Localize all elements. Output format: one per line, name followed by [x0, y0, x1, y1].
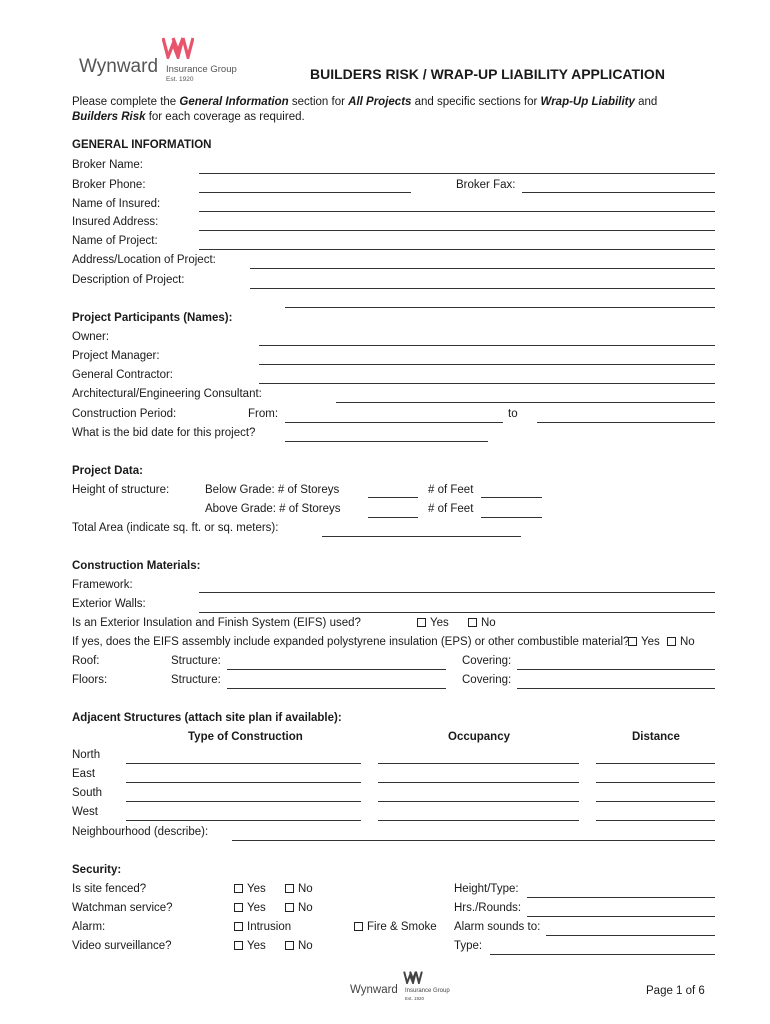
- checkbox-icon[interactable]: [285, 884, 294, 893]
- name-project-label: Name of Project:: [72, 235, 158, 247]
- south-occupancy-field[interactable]: [378, 801, 579, 802]
- footer-logo-wordmark: Wynward: [350, 984, 398, 996]
- alarm-intrusion-option[interactable]: Intrusion: [234, 921, 291, 933]
- north-occupancy-field[interactable]: [378, 763, 579, 764]
- hrs-field[interactable]: [527, 916, 715, 917]
- eps-question: If yes, does the EIFS assembly include expanded polystyrene insulation (EPS) or other combustible material?: [72, 636, 630, 648]
- watchman-yes-option[interactable]: Yes: [234, 902, 266, 914]
- eps-yes-option[interactable]: Yes: [628, 636, 660, 648]
- broker-name-field[interactable]: [199, 173, 715, 174]
- below-feet-field[interactable]: [481, 497, 542, 498]
- materials-heading: Construction Materials:: [72, 560, 201, 572]
- col-type-header: Type of Construction: [188, 731, 303, 743]
- east-distance-field[interactable]: [596, 782, 715, 783]
- wynward-footer-logo-icon: [403, 971, 423, 984]
- east-type-field[interactable]: [126, 782, 361, 783]
- floors-structure-label: Structure:: [171, 674, 221, 686]
- project-data-heading: Project Data:: [72, 465, 143, 477]
- to-label: to: [508, 408, 518, 420]
- west-type-field[interactable]: [126, 820, 361, 821]
- height-label: Height of structure:: [72, 484, 170, 496]
- gc-field[interactable]: [259, 383, 715, 384]
- arch-label: Architectural/Engineering Consultant:: [72, 388, 262, 400]
- gc-label: General Contractor:: [72, 369, 173, 381]
- fenced-label: Is site fenced?: [72, 883, 147, 895]
- insured-address-field[interactable]: [199, 230, 715, 231]
- floors-structure-field[interactable]: [227, 688, 446, 689]
- framework-label: Framework:: [72, 579, 133, 591]
- checkbox-icon[interactable]: [667, 637, 676, 646]
- logo-wordmark: Wynward: [79, 56, 159, 77]
- page-number: Page 1 of 6: [646, 985, 705, 997]
- above-grade-label: Above Grade: # of Storeys: [205, 503, 341, 515]
- west-occupancy-field[interactable]: [378, 820, 579, 821]
- checkbox-icon[interactable]: [234, 884, 243, 893]
- roof-structure-label: Structure:: [171, 655, 221, 667]
- video-no-option[interactable]: No: [285, 940, 313, 952]
- broker-name-label: Broker Name:: [72, 159, 143, 171]
- description-project-label: Description of Project:: [72, 274, 185, 286]
- above-feet-label: # of Feet: [428, 503, 474, 515]
- checkbox-icon[interactable]: [628, 637, 637, 646]
- footer-logo-est: Est. 1920: [405, 996, 425, 1001]
- alarm-sounds-field[interactable]: [546, 935, 715, 936]
- neighbourhood-label: Neighbourhood (describe):: [72, 826, 209, 838]
- general-heading: GENERAL INFORMATION: [72, 139, 212, 151]
- video-yes-option[interactable]: Yes: [234, 940, 266, 952]
- height-type-label: Height/Type:: [454, 883, 519, 895]
- roof-structure-field[interactable]: [227, 669, 446, 670]
- roof-label: Roof:: [72, 655, 100, 667]
- hrs-label: Hrs./Rounds:: [454, 902, 522, 914]
- broker-phone-field[interactable]: [199, 192, 411, 193]
- floors-label: Floors:: [72, 674, 108, 686]
- framework-field[interactable]: [199, 592, 715, 593]
- east-label: East: [72, 768, 96, 780]
- below-grade-label: Below Grade: # of Storeys: [205, 484, 340, 496]
- description-project-field-2[interactable]: [285, 307, 715, 308]
- from-field[interactable]: [285, 422, 503, 423]
- floors-covering-label: Covering:: [462, 674, 512, 686]
- above-feet-field[interactable]: [481, 517, 542, 518]
- insured-address-label: Insured Address:: [72, 216, 159, 228]
- east-occupancy-field[interactable]: [378, 782, 579, 783]
- logo-group: Insurance Group: [166, 64, 237, 75]
- eifs-yes-option[interactable]: Yes: [417, 617, 449, 629]
- name-project-field[interactable]: [199, 249, 715, 250]
- wynward-logo-icon: [162, 37, 194, 59]
- watchman-label: Watchman service?: [72, 902, 173, 914]
- alarm-sounds-label: Alarm sounds to:: [454, 921, 541, 933]
- area-field[interactable]: [322, 536, 521, 537]
- period-label: Construction Period:: [72, 408, 177, 420]
- type-field[interactable]: [490, 954, 715, 955]
- checkbox-icon[interactable]: [468, 618, 477, 627]
- eifs-question: Is an Exterior Insulation and Finish System (EIFS) used?: [72, 617, 361, 629]
- checkbox-icon[interactable]: [285, 941, 294, 950]
- bid-label: What is the bid date for this project?: [72, 427, 256, 439]
- broker-fax-field[interactable]: [522, 192, 715, 193]
- below-feet-label: # of Feet: [428, 484, 474, 496]
- owner-field[interactable]: [259, 345, 715, 346]
- south-type-field[interactable]: [126, 801, 361, 802]
- eifs-no-option[interactable]: No: [468, 617, 496, 629]
- participants-heading: Project Participants (Names):: [72, 312, 233, 324]
- adjacent-heading: Adjacent Structures (attach site plan if available):: [72, 712, 342, 724]
- broker-fax-label: Broker Fax:: [456, 179, 516, 191]
- west-label: West: [72, 806, 98, 818]
- checkbox-icon[interactable]: [417, 618, 426, 627]
- alarm-label: Alarm:: [72, 921, 106, 933]
- checkbox-icon[interactable]: [285, 903, 294, 912]
- south-label: South: [72, 787, 103, 799]
- type-label: Type:: [454, 940, 483, 952]
- security-heading: Security:: [72, 864, 122, 876]
- manager-label: Project Manager:: [72, 350, 160, 362]
- to-field[interactable]: [537, 422, 715, 423]
- broker-phone-label: Broker Phone:: [72, 179, 146, 191]
- checkbox-icon[interactable]: [234, 941, 243, 950]
- west-distance-field[interactable]: [596, 820, 715, 821]
- fenced-no-option[interactable]: No: [285, 883, 313, 895]
- arch-field[interactable]: [336, 402, 715, 403]
- exterior-field[interactable]: [199, 612, 715, 613]
- fenced-yes-option[interactable]: Yes: [234, 883, 266, 895]
- col-distance-header: Distance: [632, 731, 680, 743]
- floors-covering-field[interactable]: [517, 688, 715, 689]
- roof-covering-field[interactable]: [517, 669, 715, 670]
- name-insured-field[interactable]: [199, 211, 715, 212]
- height-type-field[interactable]: [527, 897, 715, 898]
- north-distance-field[interactable]: [596, 763, 715, 764]
- intro-line-2: Builders Risk for each coverage as required.: [72, 111, 305, 123]
- owner-label: Owner:: [72, 331, 110, 343]
- neighbourhood-field[interactable]: [232, 840, 715, 841]
- exterior-label: Exterior Walls:: [72, 598, 146, 610]
- north-type-field[interactable]: [126, 763, 361, 764]
- checkbox-icon[interactable]: [234, 922, 243, 931]
- alarm-fire-option[interactable]: Fire & Smoke: [354, 921, 437, 933]
- bid-field[interactable]: [285, 441, 488, 442]
- col-occupancy-header: Occupancy: [448, 731, 510, 743]
- checkbox-icon[interactable]: [234, 903, 243, 912]
- roof-covering-label: Covering:: [462, 655, 512, 667]
- logo-est: Est. 1920: [166, 76, 194, 83]
- name-insured-label: Name of Insured:: [72, 198, 161, 210]
- eps-no-option[interactable]: No: [667, 636, 695, 648]
- north-label: North: [72, 749, 101, 761]
- watchman-no-option[interactable]: No: [285, 902, 313, 914]
- address-project-field[interactable]: [250, 268, 715, 269]
- from-label: From:: [248, 408, 279, 420]
- video-label: Video surveillance?: [72, 940, 172, 952]
- manager-field[interactable]: [259, 364, 715, 365]
- footer-logo-group: Insurance Group: [405, 988, 450, 994]
- address-project-label: Address/Location of Project:: [72, 254, 216, 266]
- below-storeys-field[interactable]: [368, 497, 418, 498]
- intro-line-1: Please complete the General Information section for All Projects and specific sections for Wrap-Up Liability and: [72, 96, 658, 108]
- page-title: BUILDERS RISK / WRAP-UP LIABILITY APPLICATION: [310, 66, 665, 82]
- checkbox-icon[interactable]: [354, 922, 363, 931]
- description-project-field[interactable]: [250, 288, 715, 289]
- above-storeys-field[interactable]: [368, 517, 418, 518]
- area-label: Total Area (indicate sq. ft. or sq. meters):: [72, 522, 279, 534]
- south-distance-field[interactable]: [596, 801, 715, 802]
